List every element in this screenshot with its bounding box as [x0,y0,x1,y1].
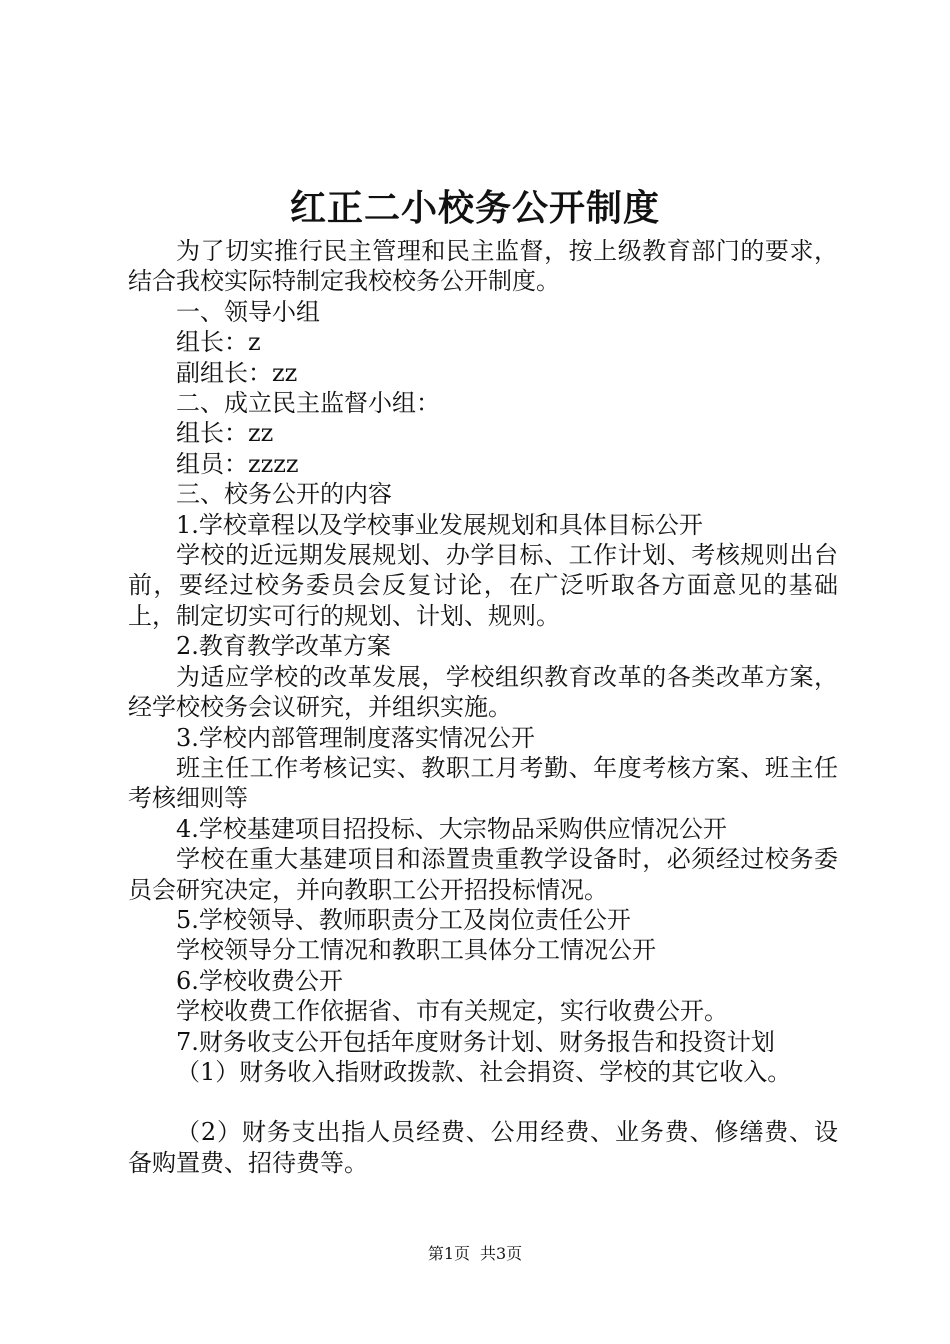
page-title: 红正二小校务公开制度 [289,187,660,229]
paragraph-intro: 为了切实推行民主管理和民主监督，按上级教育部门的要求，结合我校实际特制定我校校务公开制度。 [128,237,838,296]
item-body-2: 为适应学校的改革发展，学校组织教育改革的各类改革方案，经学校校务会议研究，并组织实施。 [128,662,838,722]
item-heading-2: 2.教育教学改革方案 [176,632,391,661]
item-heading-4: 4.学校基建项目招投标、大宗物品采购供应情况公开 [176,814,727,843]
item-heading-6: 6.学校收费公开 [176,966,343,995]
item-body-5: 学校领导分工情况和教职工具体分工情况公开 [176,936,656,965]
item-heading-5: 5.学校领导、教师职责分工及岗位责任公开 [176,905,631,934]
item-heading-1: 1.学校章程以及学校事业发展规划和具体目标公开 [176,510,703,539]
item-body-4: 学校在重大基建项目和添置贵重教学设备时，必须经过校务委员会研究决定，并向教职工公开招投标情况。 [128,845,838,904]
paragraph-supervision-leader: 组长：zz [176,419,274,448]
item-heading-3: 3.学校内部管理制度落实情况公开 [176,723,535,752]
item-body-3: 班主任工作考核记实、教职工月考勤、年度考核方案、班主任考核细则等 [128,753,838,813]
paragraph-deputy-leader: 副组长：zz [176,358,298,387]
item-body-1: 学校的近远期发展规划、办学目标、工作计划、考核规则出台前，要经过校务委员会反复讨论，在广泛听取各方面意见的基础上，制定切实可行的规划、计划、规则。 [128,541,838,630]
section-heading-content: 三、校务公开的内容 [176,480,392,509]
item-body-6: 学校收费工作依据省、市有关规定，实行收费公开。 [176,997,728,1026]
item-body-7-income: （1）财务收入指财政拨款、社会捐资、学校的其它收入。 [176,1057,792,1086]
paragraph-leader: 组长：z [176,328,261,357]
page-number: 第1页 [427,1244,470,1263]
item-body-7-expense: （2）财务支出指人员经费、公用经费、业务费、修缮费、设备购置费、招待费等。 [128,1118,838,1177]
section-heading-leadership: 一、领导小组 [176,297,320,326]
item-heading-7: 7.财务收支公开包括年度财务计划、财务报告和投资计划 [176,1027,775,1056]
section-heading-supervision: 二、成立民主监督小组： [176,389,440,418]
page-footer [0,1243,950,1265]
paragraph-members: 组员：zzzz [176,449,299,478]
page-total: 共3页 [480,1244,523,1263]
document-body [128,236,838,1178]
